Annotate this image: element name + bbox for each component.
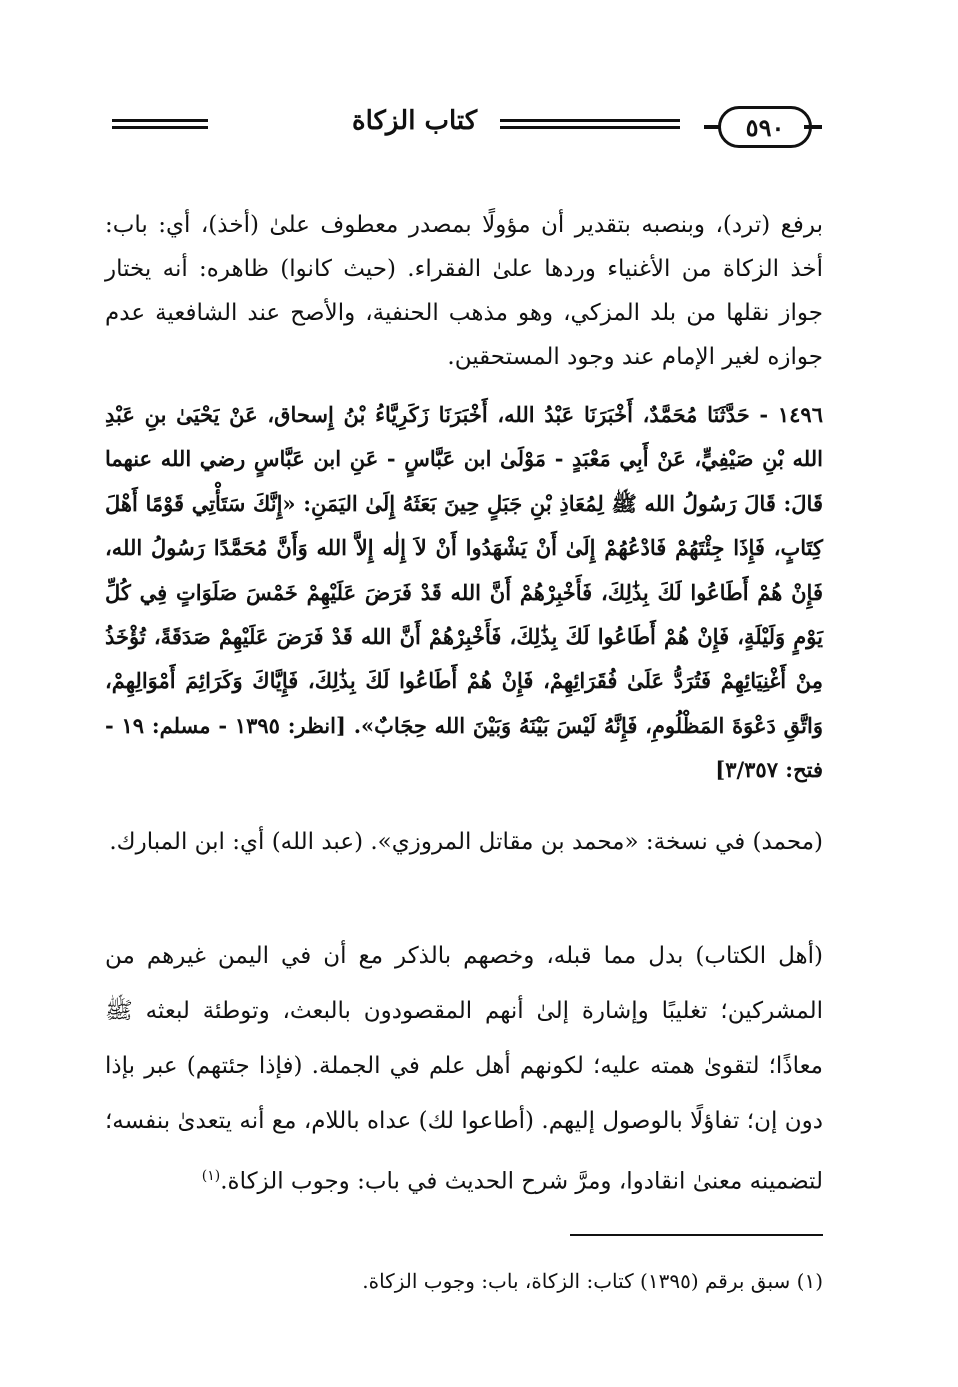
header-rule-left <box>112 119 208 133</box>
badge-tail-right <box>804 125 822 129</box>
footnote: (١) سبق برقم (١٣٩٥) كتاب: الزكاة، باب: وجوب الزكاة. <box>362 1269 823 1293</box>
commentary-paragraph-2: (محمد) في نسخة: «محمد بن مقاتل المروزي». (عبد الله) أي: ابن المبارك. <box>109 829 823 855</box>
commentary-paragraph-1: برفع (ترد)، وبنصبه بتقدير أن مؤولًا بمصدر معطوف علىٰ (أخذ)، أي: باب: أخذ الزكاة من الأغنياء وردها علىٰ الفقراء. (حيث كانوا) ظاهره: أنه يختار جواز نقلها من بلد المزكي، وهو مذهب الحنفية، والأصح عند الشافعية عدم جوازه لغير الإمام عند وجود المستحقين. <box>105 212 823 370</box>
page-header <box>100 100 822 152</box>
header-rule-middle <box>500 119 680 133</box>
book-title: كتاب الزكاة <box>352 106 478 136</box>
hadith-text: ١٤٩٦ - حَدَّثَنَا مُحَمَّدٌ، أَخْبَرَنَا عَبْدُ الله، أَخْبَرَنَا زَكَرِيَّاءُ بْنُ إِسحاق، عَنْ يَحْيَىٰ بنِ عَبْدِ الله بْنِ صَيْفِيٍّ، عَنْ أَبِي مَعْبَدٍ - مَوْلَىٰ ابن عَبَّاسٍ - عَنِ ابن عَبَّاسٍ رضي الله عنهما قَالَ: قَالَ رَسُولُ الله ﷺ لِمُعَاذِ بْنِ جَبَلٍ حِينَ بَعَثَهُ إِلَىٰ اليَمَنِ: «إِنَّكَ سَتَأْتِي قَوْمًا أَهْلَ كِتَابٍ، فَإِذَا جِئْتَهُمْ فَادْعُهُمْ إِلَىٰ أَنْ يَشْهَدُوا أَنْ لاَ إِلٰه إِلاَّ الله وَأَنَّ مُحَمَّدًا رَسُولُ الله، فَإِنْ هُمْ أَطَاعُوا لَكَ بِذَٰلِكَ، فَأَخْبِرْهُمْ أَنَّ الله قَدْ فَرَضَ عَلَيْهِمْ خَمْسَ صَلَوَاتٍ فِي كُلِّ يَوْمٍ وَلَيْلَةٍ، فَإِنْ هُمْ أَطَاعُوا لَكَ بِذَٰلِكَ، فَأَخْبِرْهُمْ أَنَّ الله قَدْ فَرَضَ عَلَيْهِمْ صَدَقَةً، تُؤْخَذُ مِنْ أَغْنِيَائِهِمْ فَتُرَدُّ عَلَىٰ فُقَرَائِهِمْ، فَإِنْ هُمْ أَطَاعُوا لَكَ بِذَٰلِكَ، فَإِيَّاكَ وَكَرَائِمَ أَمْوَالِهِمْ، وَاتَّقِ دَعْوَةَ المَظْلُومِ، فَإِنَّهُ لَيْسَ بَيْنَهُ وَبَيْنَ الله حِجَابٌ». [انظر: ١٣٩٥ - مسلم: ١٩ - فتح: ٣/٣٥٧] <box>105 402 823 783</box>
hadith-body: حَدَّثَنَا مُحَمَّدٌ، أَخْبَرَنَا عَبْدُ الله، أَخْبَرَنَا زَكَرِيَّاءُ بْنُ إِسحاق، عَنْ يَحْيَىٰ بنِ عَبْدِ الله بْنِ صَيْفِيٍّ، عَنْ أَبِي مَعْبَدٍ - مَوْلَىٰ ابن عَبَّاسٍ - عَنِ ابن عَبَّاسٍ رضي الله عنهما قَالَ: قَالَ رَسُولُ الله ﷺ لِمُعَاذِ بْنِ جَبَلٍ حِينَ بَعَثَهُ إِلَىٰ اليَمَنِ: «إِنَّكَ سَتَأْتِي قَوْمًا أَهْلَ كِتَابٍ، فَإِذَا جِئْتَهُمْ فَادْعُهُمْ إِلَىٰ أَنْ يَشْهَدُوا أَنْ لاَ إِلٰه إِلاَّ الله وَأَنَّ مُحَمَّدًا رَسُولُ الله، فَإِنْ هُمْ أَطَاعُوا لَكَ بِذَٰلِكَ، فَأَخْبِرْهُمْ أَنَّ الله قَدْ فَرَضَ عَلَيْهِمْ خَمْسَ صَلَوَاتٍ فِي كُلِّ يَوْمٍ وَلَيْلَةٍ، فَإِنْ هُمْ أَطَاعُوا لَكَ بِذَٰلِكَ، فَأَخْبِرْهُمْ أَنَّ الله قَدْ فَرَضَ عَلَيْهِمْ صَدَقَةً، تُؤْخَذُ مِنْ أَغْنِيَائِهِمْ فَتُرَدُّ عَلَىٰ فُقَرَائِهِمْ، فَإِنْ هُمْ أَطَاعُوا لَكَ بِذَٰلِكَ، فَإِيَّاكَ وَكَرَائِمَ أَمْوَالِهِمْ، وَاتَّقِ دَعْوَةَ المَظْلُومِ، فَإِنَّهُ لَيْسَ بَيْنَهُ وَبَيْنَ الله حِجَابٌ». [انظر: ١٣٩٥ - مسلم: ١٩ - فتح: ٣/٣٥٧] <box>105 402 823 783</box>
page-number-badge <box>704 106 822 146</box>
footnote-divider <box>570 1234 823 1236</box>
page-number: ٥٩٠ <box>718 106 812 148</box>
hadith-number: ١٤٩٦ <box>777 402 823 427</box>
footnote-marker: (١) <box>201 1168 221 1184</box>
commentary-paragraph-3 <box>105 929 823 1210</box>
commentary-paragraph-3-text: (أهل الكتاب) بدل مما قبله، وخصهم بالذكر مع أن في اليمن غيرهم من المشركين؛ تغليبًا وإشارة إلىٰ أنهم المقصودون بالبعث، وتوطئة لبعثه ﷺ معاذًا؛ لتقوىٰ همته عليه؛ لكونهم أهل علم في الجملة. (فإذا جئتهم) عبر بإذا دون إن؛ تفاؤلًا بالوصول إليهم. (أطاعوا لك) عداه باللام، مع أنه يتعدىٰ بنفسه؛ لتضمينه معنىٰ انقادوا، ومرَّ شرح الحديث في باب: وجوب الزكاة. <box>105 943 823 1195</box>
